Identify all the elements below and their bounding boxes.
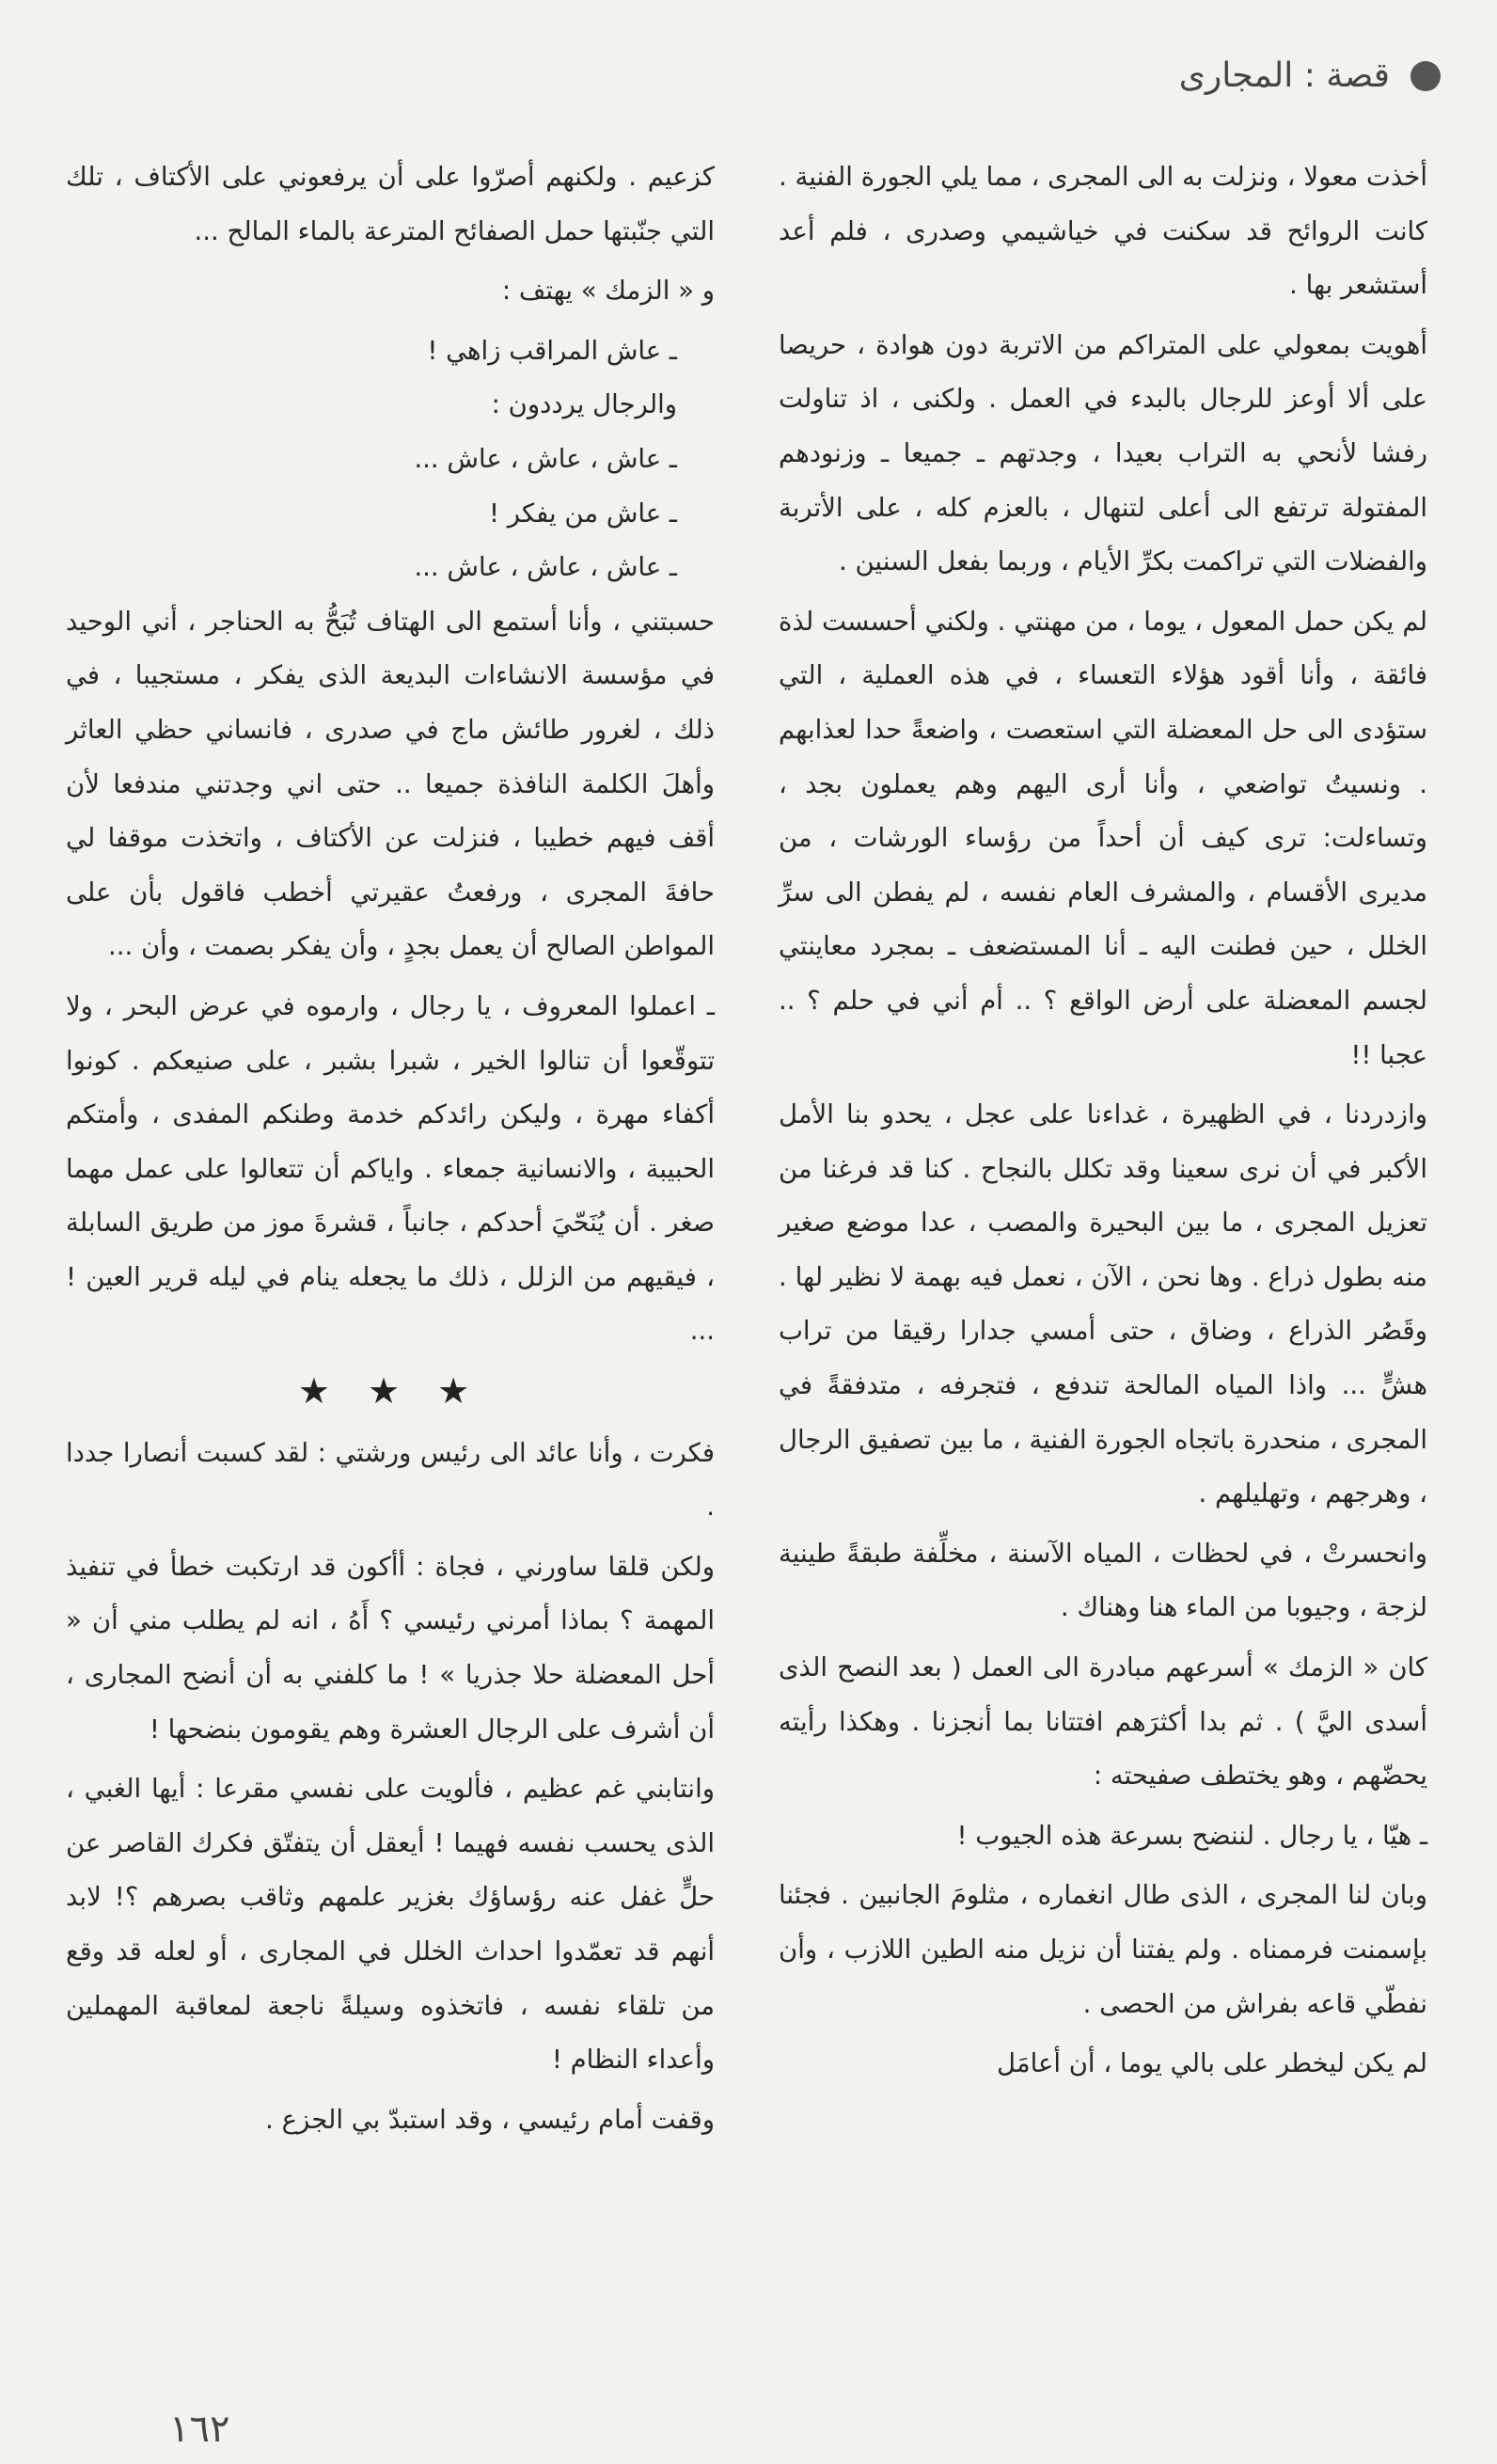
paragraph: ولكن قلقا ساورني ، فجاة : أأكون قد ارتكبت خطأ في تنفيذ المهمة ؟ بماذا أمرني رئيسي ؟ أَهُ ، انه لم يطلب مني أن « أحل المعضلة حلا جذريا » ! ما كلفني به أن أنضح المجارى ، أن أشرف على الرجال العشرة وهم يقومون بنضحها ! bbox=[66, 1551, 715, 1745]
paragraph: فكرت ، وأنا عائد الى رئيس ورشتي : لقد كسبت أنصارا جددا . bbox=[66, 1437, 715, 1523]
page-number: ١٦٢ bbox=[169, 2408, 230, 2451]
paragraph: وانتابني غم عظيم ، فألويت على نفسي مقرعا : أيها الغبي ، الذى يحسب نفسه فهيما ! أيعقل أن يتفتّق فكرك القاصر عن حلٍّ غفل عنه رؤساؤك بغزير علمهم وثاقب بصرهم ؟! لابد أنهم قد تعمّدوا احداث الخلل في المجارى ، أو لعله قد وقع من تلقاء نفسه ، فاتخذوه وسيلةً ناجعة لمعاقبة المهملين وأعداء النظام ! bbox=[66, 1774, 715, 2076]
left-column bbox=[66, 150, 715, 2153]
dialog-line: ـ عاش المراقب زاهي ! bbox=[427, 335, 677, 366]
dialog-line: ـ عاش من يفكر ! bbox=[489, 498, 677, 529]
right-column bbox=[779, 150, 1427, 2097]
running-header bbox=[1179, 56, 1441, 95]
paragraph: كزعيم . ولكنهم أصرّوا على أن يرفعوني على الأكتاف ، تلك التي جنّبتها حمل الصفائح المترعة بالماء المالح ... bbox=[66, 162, 715, 246]
paragraph: و « الزمك » يهتف : bbox=[501, 276, 715, 307]
dialog-line: ـ عاش ، عاش ، عاش ... bbox=[414, 552, 677, 583]
paragraph: وانحسرتْ ، في لحظات ، المياه الآسنة ، مخلِّفة طبقةً طينية لزجة ، وجيوبا من الماء هنا وهناك . bbox=[779, 1538, 1427, 1623]
paragraph: لم يكن ليخطر على بالي يوما ، أن أعامَل bbox=[997, 2048, 1427, 2079]
section-separator: ★ ★ ★ bbox=[297, 1370, 483, 1413]
paragraph: لم يكن حمل المعول ، يوما ، من مهنتي . ولكني أحسست لذة فائقة ، وأنا أقود هؤلاء التعساء ، في هذه العملية ، التي ستؤدى الى حل المعضلة التي استعصت ، واضعةً حدا لعذابهم . ونسيتُ تواضعي ، وأنا أرى اليهم وهم يعملون بجد ، وتساءلت: ترى كيف أن أحداً من رؤساء الورشات ، من مديرى الأقسام ، والمشرف العام نفسه ، لم يفطن الى سرِّ الخلل ، حين فطنت اليه ـ أنا المستضعف ـ بمجرد معاينتي لجسم المعضلة على أرض الواقع ؟ .. أم أني في حلم ؟ .. عجبا !! bbox=[779, 606, 1427, 1070]
paragraph: كان « الزمك » أسرعهم مبادرة الى العمل ( بعد النصح الذى أسدى اليَّ ) . ثم بدا أكثرَهم افتتانا بما أنجزنا . وهكذا رأيته يحضّهم ، وهو يختطف صفيحته : bbox=[779, 1652, 1427, 1792]
paragraph: وازدردنا ، في الظهيرة ، غداءنا على عجل ، يحدو بنا الأمل الأكبر في أن نرى سعينا وقد تكلل بالنجاح . كنا قد فرغنا من تعزيل المجرى ، ما بين البحيرة والمصب ، عدا موضع صغير منه بطول ذراع . وها نحن ، الآن ، نعمل فيه بهمة لا نظير لها . وقَصُر الذراع ، وضاق ، حتى أمسي جدارا رقيقا من تراب هشٍّ ... واذا المياه المالحة تندفع ، فتجرفه ، متدفقةً في المجرى ، منحدرة باتجاه الجورة الفنية ، ما بين تصفيق الرجال ، وهرجهم ، وتهليلهم . bbox=[779, 1099, 1427, 1509]
dialog-line: ـ عاش ، عاش ، عاش ... bbox=[414, 443, 677, 474]
paragraph: ـ اعملوا المعروف ، يا رجال ، وارموه في عرض البحر ، ولا تتوقّعوا أن تنالوا الخير ، شبرا بشبر ، على صنيعكم . كونوا أكفاء مهرة ، وليكن رائدكم خدمة وطنكم المفدى ، وأمتكم الحبيبة ، والانسانية جمعاء . واياكم أن تتعالوا على عمل مهما صغر . أن يُنَحّيَ أحدكم ، جانباً ، قشرةَ موز من طريق السابلة ، فيقيهم من الزلل ، ذلك ما يجعله ينام في ليله قرير العين ! ... bbox=[66, 990, 715, 1347]
header-title: قصة : المجارى bbox=[1178, 56, 1390, 95]
paragraph: أخذت معولا ، ونزلت به الى المجرى ، مما يلي الجورة الفنية . كانت الروائح قد سكنت في خياشيمي وصدرى ، فلم أعد أستشعر بها . bbox=[779, 162, 1427, 301]
paragraph: أهويت بمعولي على المتراكم من الاتربة دون هوادة ، حريصا على ألا أوعز للرجال بالبدء في العمل . ولكنى ، اذ تناولت رفشا لأنحي به التراب بعيدا ، وجدتهم ـ جميعا ـ وزنودهم المفتولة ترتفع الى أعلى لتنهال ، بالعزم كله ، على الأتربة والفضلات التي تراكمت بكرِّ الأيام ، وربما بفعل السنين . bbox=[779, 329, 1427, 577]
bullet-icon bbox=[1410, 61, 1441, 91]
dialog-line: والرجال يرددون : bbox=[491, 389, 677, 420]
paragraph: وقفت أمام رئيسي ، وقد استبدّ بي الجزع . bbox=[265, 2104, 715, 2135]
paragraph: ـ هيّا ، يا رجال . لننضح بسرعة هذه الجيوب ! bbox=[956, 1820, 1427, 1851]
paragraph: وبان لنا المجرى ، الذى طال انغماره ، مثلومَ الجانبين . فجئنا بإسمنت فرممناه . ولم يفتنا أن نزيل منه الطين اللازب ، وأن نفطّي قاعه بفراش من الحصى . bbox=[779, 1880, 1427, 2019]
paragraph: حسبتني ، وأنا أستمع الى الهتاف تُبَحُّ به الحناجر ، أني الوحيد في مؤسسة الانشاءات البديعة الذى يفكر ، مستجيبا ، في ذلك ، لغرور طائش ماج في صدرى ، فانساني حظي العاثر وأهلَ الكلمة النافذة جميعا .. حتى اني وجدتني مندفعا لأن أقف فيهم خطيبا ، فنزلت عن الأكتاف ، واتخذت موقفا لي حافةَ المجرى ، ورفعتُ عقيرتي أخطب فاقول بأن على المواطن الصالح أن يعمل بجدٍ ، وأن يفكر بصمت ، وأن ... bbox=[66, 606, 715, 962]
